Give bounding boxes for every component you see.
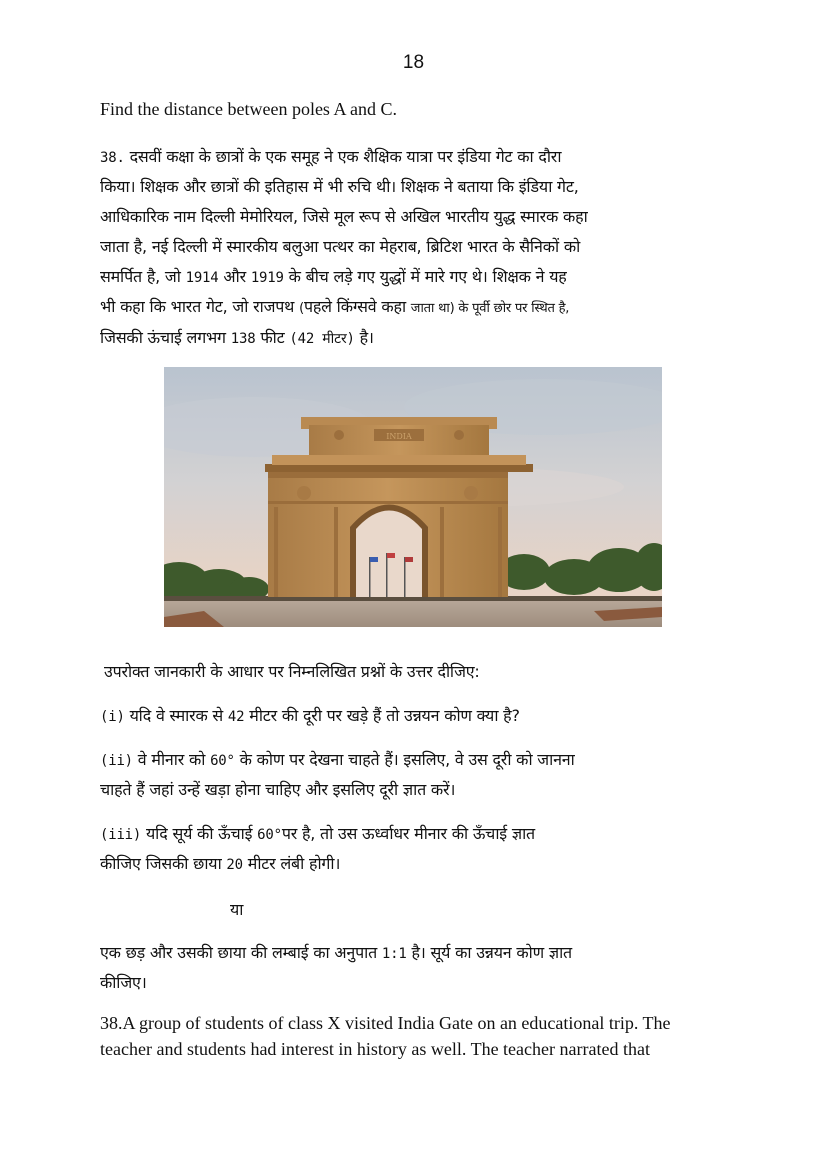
q38-number: 38.: [100, 150, 125, 166]
sub-question-i-text-a: यदि वे स्मारक से: [124, 706, 228, 725]
or-question-line-1: [100, 941, 572, 963]
q38-line-5-part-2: और: [218, 267, 251, 286]
sub-question-ii-line-2: चाहते हैं जहां उन्हें खड़ा होना चाहिए और इसलिए दूरी ज्ञात करें।: [100, 780, 456, 799]
q38-hindi-line-3: आधिकारिक नाम दिल्ली मेमोरियल, जिसे मूल रूप से अखिल भारतीय युद्ध स्मारक कहा: [100, 207, 588, 226]
page-number: 18: [402, 52, 425, 73]
previous-question-text: Find the distance between poles A and C.: [100, 99, 397, 119]
ground: [164, 599, 662, 627]
or-question-line-1-a: एक छड़ और उसकी छाया की लम्बाई का अनुपात: [100, 943, 382, 962]
q38-line-5-part-3: के बीच लड़े गए युद्धों में मारे गए थे। शिक्षक ने यह: [283, 267, 567, 286]
q38-hindi-line-5: [100, 265, 567, 287]
sub-question-ii-text-a: वे मीनार को: [132, 750, 211, 769]
q38-line-6-part-1: भी कहा कि भारत गेट, जो राजपथ: [100, 297, 300, 316]
sub-question-iii-line-2: [100, 852, 340, 874]
gate-inscription: INDIA: [386, 432, 412, 441]
q38-line-5-part-1: समर्पित है, जो: [100, 267, 186, 286]
or-question-line-2: कीजिए।: [100, 973, 147, 992]
q38-hindi-line-1: [100, 145, 561, 167]
india-gate-photo: [164, 367, 662, 627]
sub-question-iii-text-b: पर है, तो उस ऊर्ध्वाधर मीनार की ऊँचाई ज्ञात: [281, 824, 535, 843]
ratio-value: 1:1: [381, 946, 407, 962]
paren-close: ): [449, 301, 455, 316]
sub-question-i-num: 42: [227, 709, 245, 725]
or-question-line-1-b: है। सूर्य का उन्नयन कोण ज्ञात: [406, 943, 572, 962]
sub-question-iii-num: 60°: [257, 827, 282, 843]
sub-question-iii-line-2-a: कीजिए जिसकी छाया: [100, 854, 227, 873]
sub-question-ii-text-b: के कोण पर देखना चाहते हैं। इसलिए, वे उस दूरी को जानना: [234, 750, 575, 769]
year-1919: 1919: [250, 270, 284, 286]
sub-question-i-label: (i): [100, 709, 125, 725]
shadow-length: 20: [226, 857, 243, 873]
q38-hindi-line-2: किया। शिक्षक और छात्रों की इतिहास में भी रुचि थी। शिक्षक ने बताया कि इंडिया गेट,: [100, 177, 579, 196]
sub-question-iii-label: (iii): [100, 827, 142, 843]
q38-line-6-part-2: पहले किंग्सवे कहा: [303, 297, 411, 316]
or-text: या: [230, 900, 244, 919]
q38-english-line-2: teacher and students had interest in history as well. The teacher narrated that: [100, 1039, 650, 1059]
sub-question-iii-line-2-b: मीटर लंबी होगी।: [242, 854, 341, 873]
q38-line-6-small: जाता था: [410, 301, 450, 316]
q38-line-7-part-1: जिसकी ऊंचाई लगभग: [100, 328, 231, 347]
q38-line-7-part-2: फीट: [255, 328, 290, 347]
instruction-text: उपरोक्त जानकारी के आधार पर निम्नलिखित प्रश्नों के उत्तर दीजिए:: [104, 662, 480, 681]
q38-hindi-line-6: [100, 295, 569, 317]
year-1914: 1914: [185, 270, 219, 286]
height-meters: (42 मीटर): [289, 331, 355, 347]
q38-line-1-text: दसवीं कक्षा के छात्रों के एक समूह ने एक शैक्षिक यात्रा पर इंडिया गेट का दौरा: [129, 147, 562, 166]
q38-hindi-line-7: [100, 326, 374, 348]
sub-question-i: [100, 704, 520, 726]
q38-hindi-line-4: जाता है, नई दिल्ली में स्मारकीय बलुआ पत्थर का मेहराब, ब्रिटिश भारत के सैनिकों को: [100, 237, 581, 256]
sub-question-iii-line-1: [100, 822, 535, 844]
q38-english-line-1: 38.A group of students of class X visited India Gate on an educational trip. The: [100, 1013, 671, 1033]
q38-line-6-small-2: के पूर्वी छोर पर स्थित है,: [454, 301, 570, 316]
q38-line-7-part-3: है।: [354, 328, 374, 347]
sub-question-ii-label: (ii): [100, 753, 133, 769]
sub-question-i-text-b: मीटर की दूरी पर खड़े हैं तो उन्नयन कोण क्या है?: [244, 706, 520, 725]
sub-question-ii-line-1: [100, 748, 575, 770]
paren-open: (: [299, 301, 304, 316]
sub-question-ii-num: 60°: [210, 753, 235, 769]
sub-question-iii-text-a: यदि सूर्य की ऊँचाई: [141, 824, 258, 843]
height-feet: 138: [230, 331, 256, 347]
